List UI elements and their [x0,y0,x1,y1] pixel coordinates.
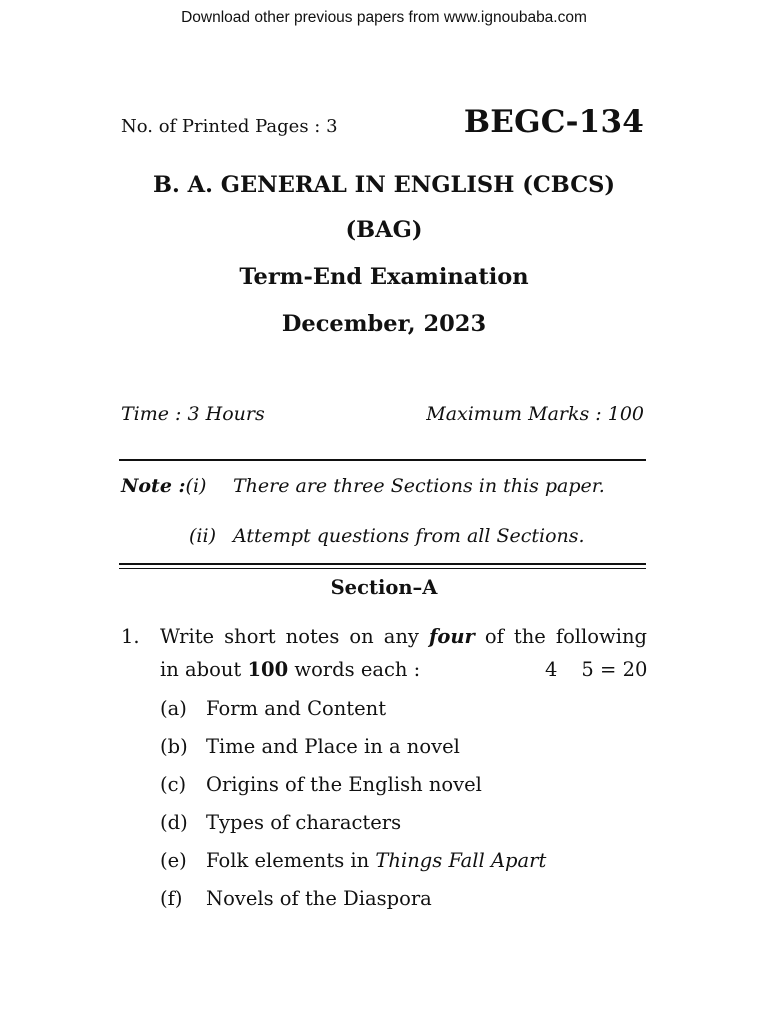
question-text-line-2 [160,658,420,681]
list-item-label: (a) [160,697,187,720]
list-item-text-segment: Folk elements in [206,849,376,872]
list-item-label: (e) [160,849,187,872]
divider-line [119,459,646,461]
question-text-segment: Write short notes on any [160,625,419,648]
book-title: Things Fall Apart [375,849,547,872]
exam-meta-row [121,403,644,425]
maximum-marks: Maximum Marks : 100 [426,403,644,425]
note-item-text: There are three Sections in this paper. [233,475,605,497]
list-item-text: Origins of the English novel [206,773,482,796]
exam-title: Term-End Examination [239,264,529,290]
word-count: 100 [247,658,289,681]
section-heading: Section–A [330,576,438,599]
printed-pages-count: No. of Printed Pages : 3 [121,116,338,137]
list-item-label: (c) [160,773,187,796]
list-item-text: Time and Place in a novel [206,735,460,758]
question-number: 1. [121,625,140,648]
course-code: BEGC-134 [463,104,644,140]
question-text-segment: in about [160,658,242,681]
programme-code: (BAG) [345,217,423,243]
list-item-text: Types of characters [206,811,402,834]
programme-title: B. A. GENERAL IN ENGLISH (CBCS) [152,172,616,198]
question-text-segment: words each : [294,658,421,681]
paper-header-row [121,104,644,144]
download-watermark-text: Download other previous papers from www.ignoubaba.com [181,9,587,26]
question-emphasis: four [428,625,475,648]
list-item-text: Form and Content [206,697,387,720]
question-marks [545,658,647,681]
double-rule-top [119,563,646,565]
note-item-number: (ii) [189,525,216,547]
note-item-number: (i) [185,475,207,497]
marks-total: 5 = 20 [581,658,648,681]
exam-duration: Time : 3 Hours [121,403,265,425]
list-item-text [206,849,546,872]
question-text-line-1 [160,625,647,648]
double-rule-bottom [119,568,646,570]
list-item-label: (f) [160,887,183,910]
note-label: Note : [121,475,186,497]
note-item-text: Attempt questions from all Sections. [233,525,585,547]
note-item-1 [121,475,206,497]
marks-per-part: 4 [545,658,558,681]
list-item-label: (d) [160,811,188,834]
list-item-label: (b) [160,735,188,758]
question-text-segment: of the following [484,625,647,648]
list-item-text: Novels of the Diaspora [206,887,432,910]
exam-date: December, 2023 [281,311,487,337]
